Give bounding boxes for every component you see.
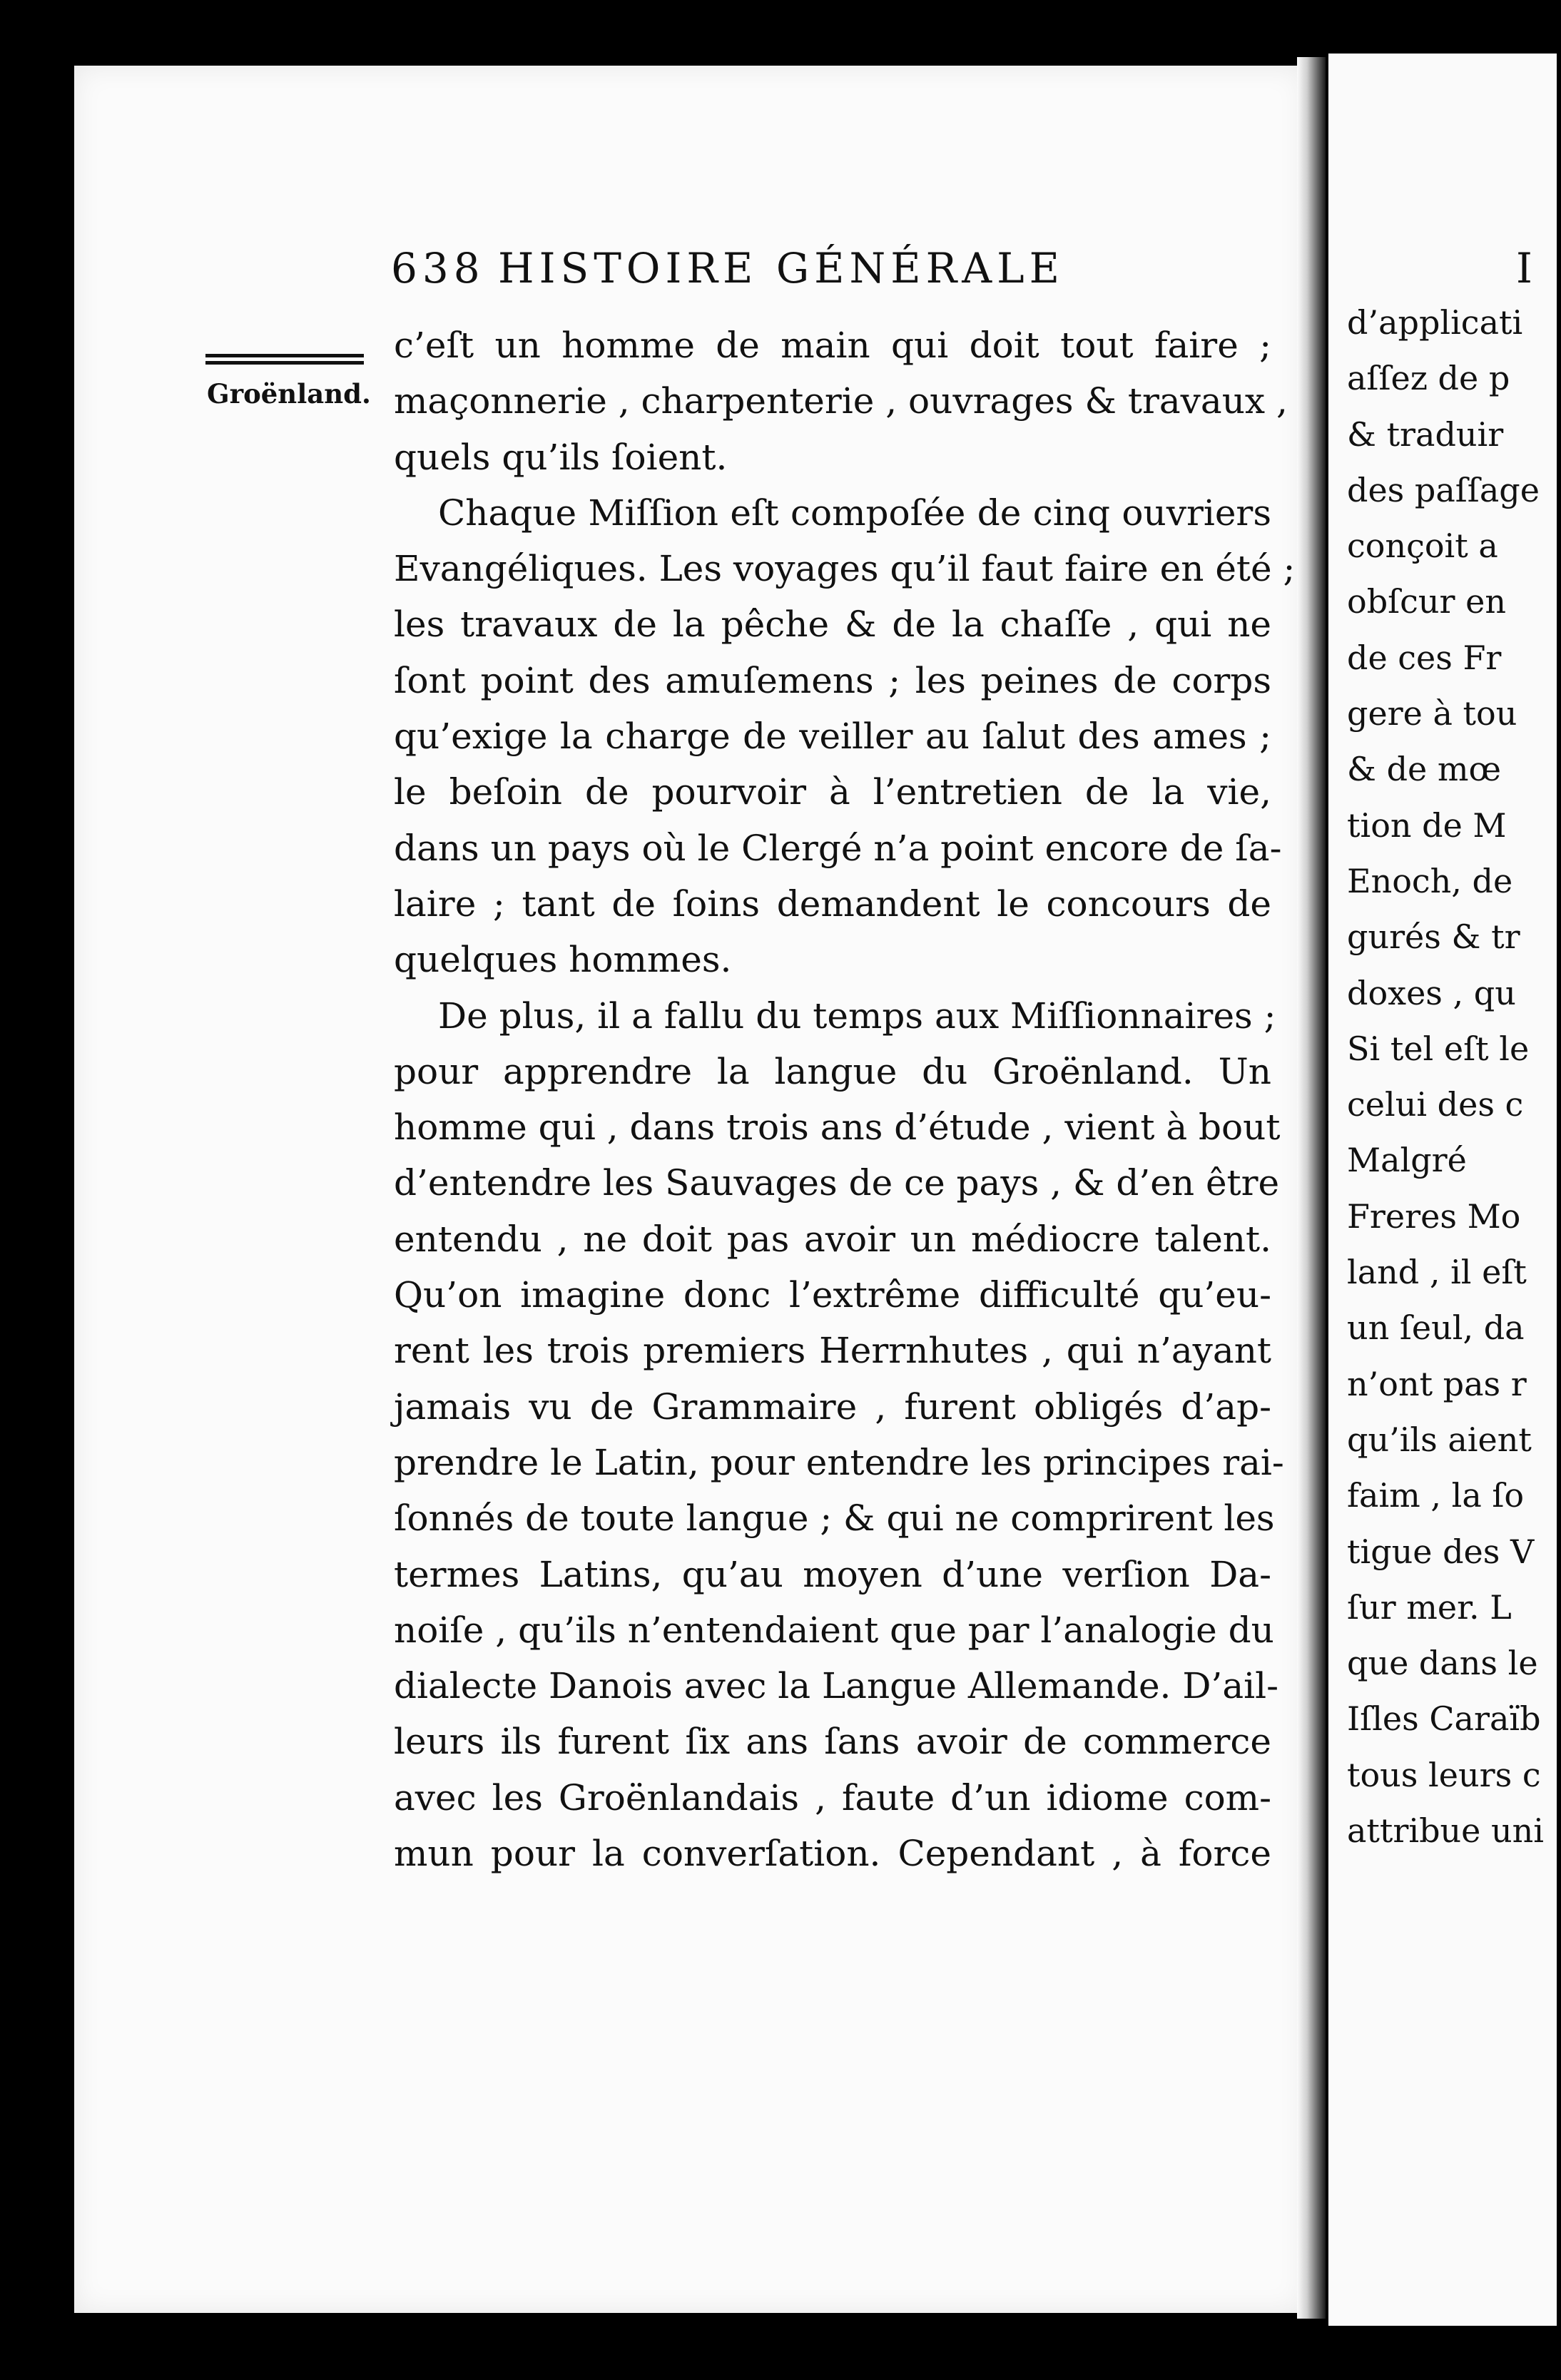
text-line: avec les Groënlandais , faute d’un idiome com- — [394, 1776, 1271, 1819]
text-line: attribue uni — [1347, 1811, 1544, 1851]
text-line: d’entendre les Sauvages de ce pays , & d’en être — [394, 1162, 1280, 1204]
text-line: que dans le — [1347, 1644, 1538, 1683]
text-line: des paſſage — [1347, 470, 1540, 509]
right-running-head: I — [1516, 244, 1532, 293]
text-line: ſur mer. L — [1347, 1587, 1512, 1627]
text-line: celui des c — [1347, 1085, 1524, 1124]
text-line: qu’exige la charge de veiller au ſalut des ames ; — [394, 716, 1271, 758]
right-page-text — [1347, 295, 1561, 1858]
text-line: le beſoin de pourvoir à l’entretien de la vie, — [394, 771, 1271, 813]
text-line: gere à tou — [1347, 694, 1517, 733]
text-line: jamais vu de Grammaire , furent obligés d’ap- — [394, 1385, 1271, 1428]
text-line: pour apprendre la langue du Groënland. Un — [394, 1050, 1271, 1092]
text-line: Qu’on imagine donc l’extrême difficulté qu’eu- — [394, 1274, 1271, 1316]
margin-note: Groënland. — [207, 378, 371, 410]
book-gutter — [1297, 57, 1326, 2319]
text-line: mun pour la converſation. Cependant , à force — [394, 1833, 1271, 1875]
text-line: Enoch, de — [1347, 861, 1513, 900]
text-line: rent les trois premiers Herrnhutes , qui n’ayant — [394, 1330, 1271, 1372]
text-line: de ces Fr — [1347, 638, 1502, 677]
text-line: tous leurs c — [1347, 1755, 1541, 1794]
text-line: aſſez de p — [1347, 359, 1510, 398]
text-line: land , il eſt — [1347, 1253, 1527, 1292]
text-line: dialecte Danois avec la Langue Allemande. D’ail- — [394, 1665, 1279, 1707]
text-line: Evangéliques. Les voyages qu’il faut faire en été ; — [394, 548, 1296, 590]
text-line: prendre le Latin, pour entendre les principes rai- — [394, 1441, 1284, 1483]
running-head-title: HISTOIRE GÉNÉRALE — [498, 244, 1064, 293]
text-line: quels qu’ils ſoient. — [394, 436, 728, 478]
text-line: Freres Mo — [1347, 1196, 1521, 1236]
text-line: & traduir — [1347, 415, 1504, 454]
text-line: obſcur en — [1347, 582, 1507, 621]
text-line: doxes , qu — [1347, 973, 1516, 1012]
text-line: De plus, il a fallu du temps aux Miſſionnaires ; — [438, 995, 1276, 1037]
text-line: faim , la ſo — [1347, 1476, 1525, 1515]
text-line: tion de M — [1347, 805, 1507, 845]
text-line: quelques hommes. — [394, 939, 732, 981]
text-line: tigue des V — [1347, 1532, 1535, 1571]
body-text — [394, 317, 1296, 1881]
text-line: Iſles Caraïb — [1347, 1699, 1541, 1739]
text-line: c’eſt un homme de main qui doit tout faire ; — [394, 325, 1271, 366]
margin-rule — [205, 354, 364, 357]
text-line: ſont point des amuſemens ; les peines de corps — [394, 659, 1271, 701]
text-line: leurs ils furent ſix ans ſans avoir de commerce — [394, 1721, 1271, 1763]
text-line: qu’ils aient — [1347, 1420, 1532, 1459]
text-line: homme qui , dans trois ans d’étude , vient à bout — [394, 1107, 1281, 1149]
text-line: ſonnés de toute langue ; & qui ne comprirent les — [394, 1497, 1275, 1540]
text-line: dans un pays où le Clergé n’a point encore de ſa- — [394, 827, 1282, 869]
page-number: 638 — [391, 244, 485, 293]
text-line: d’applicati — [1347, 303, 1523, 342]
text-line: termes Latins, qu’au moyen d’une verſion Da- — [394, 1553, 1271, 1595]
running-head — [391, 244, 1233, 293]
text-line: conçoit a — [1347, 527, 1498, 566]
text-line: un ſeul, da — [1347, 1308, 1525, 1348]
text-line: laire ; tant de ſoins demandent le concours de — [394, 883, 1271, 925]
text-line: noiſe , qu’ils n’entendaient que par l’analogie du — [394, 1609, 1274, 1651]
text-line: entendu , ne doit pas avoir un médiocre talent. — [394, 1218, 1271, 1260]
text-line: n’ont pas r — [1347, 1364, 1527, 1403]
text-line: les travaux de la pêche & de la chaſſe , qui ne — [394, 604, 1271, 646]
text-line: Si tel eſt le — [1347, 1029, 1530, 1068]
text-line: maçonnerie , charpenterie , ouvrages & travaux , — [394, 380, 1288, 422]
text-line: Malgré — [1347, 1141, 1467, 1180]
text-line: Chaque Miſſion eſt compoſée de cinq ouvriers — [438, 492, 1271, 534]
text-line: & de mœ — [1347, 750, 1501, 789]
text-line: gurés & tr — [1347, 917, 1520, 957]
